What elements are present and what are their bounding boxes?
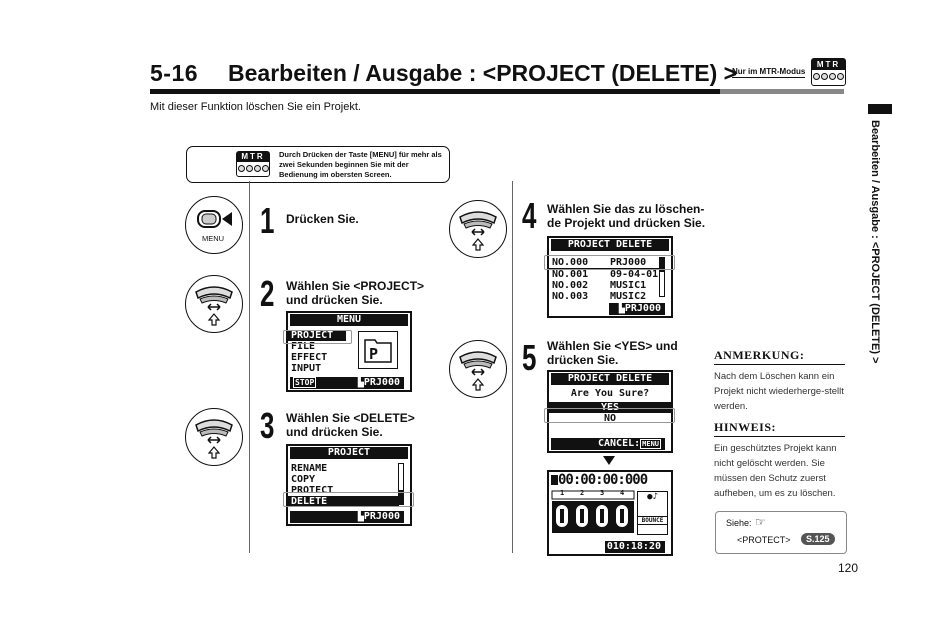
cursor-dial-icon (185, 275, 243, 333)
step-number: 3 (260, 405, 275, 446)
lcd-menu-item: INPUT (291, 363, 322, 374)
lcd-menu-item: PROTECT (291, 485, 334, 496)
lcd-footer: CANCEL: MENU (551, 438, 665, 450)
down-arrow-icon (603, 456, 615, 465)
mode-note: Nur im MTR-Modus (732, 67, 806, 76)
heading-rule (714, 436, 845, 437)
heading-rule (714, 364, 845, 365)
step-number: 2 (260, 273, 275, 314)
lcd-menu-item: EFFECT (291, 352, 328, 363)
project-row: NO.000 PRJ000 (549, 257, 660, 269)
step-instruction: Wählen Sie <DELETE> und drücken Sie. (286, 411, 415, 439)
selection-highlight (544, 408, 675, 423)
page-number: 120 (838, 561, 859, 575)
column-divider (249, 181, 250, 553)
menu-note-text: Durch Drücken der Taste [MENU] für mehr als zwei Sekunden beginnen Sie mit der Bedienung im obersten Screen. (279, 150, 442, 179)
lcd-footer: STOP ▙PRJ000 (290, 377, 404, 389)
svg-text:P: P (369, 345, 379, 363)
track-meters (552, 491, 634, 533)
confirm-question: Are You Sure? (570, 388, 650, 399)
anmerkung-text: Nach dem Löschen kann ein Projekt nicht wiederherge-stellt werden. (714, 371, 844, 412)
side-tab-title: Bearbeiten / Ausgabe : <PROJECT (DELETE) > (869, 120, 881, 364)
step-number: 1 (260, 200, 275, 241)
lcd-menu-item: FILE (291, 341, 316, 352)
option-yes: YES (549, 402, 671, 413)
lcd-project-list-screen (547, 236, 673, 318)
chapter-number: 5-16 (150, 60, 199, 86)
header-rule-accent (720, 89, 844, 94)
step-instruction: Wählen Sie <YES> und drücken Sie. (547, 339, 678, 367)
hinweis-heading: HINWEIS: (714, 420, 777, 434)
track-number: 4 (620, 489, 625, 497)
lcd-title: PROJECT DELETE (551, 373, 669, 385)
step-instruction: Drücken Sie. (286, 212, 359, 226)
bounce-indicator: ●♪ BOUNCE (637, 491, 668, 535)
step-number: 5 (522, 337, 537, 378)
project-row: NO.003 MUSIC2 (552, 291, 647, 302)
mtr-logo: MTR (236, 151, 270, 177)
step-instruction: Wählen Sie das zu löschen- de Projekt und drücken Sie. (547, 202, 706, 230)
lcd-footer: ▙PRJ000 (609, 303, 665, 315)
side-tab-marker (868, 104, 892, 114)
mtr-logo: MTR (811, 58, 846, 86)
lcd-footer: ▙PRJ000 (290, 511, 404, 523)
pointing-hand-icon: ☞ (755, 515, 766, 529)
option-no: NO (603, 413, 617, 424)
lcd-title: MENU (290, 314, 408, 326)
lcd-menu-item: COPY (291, 474, 316, 485)
lcd-menu-item: DELETE (288, 496, 399, 507)
reference-link[interactable]: <PROTECT> (737, 535, 791, 545)
lcd-recorder-screen (547, 470, 673, 556)
chapter-title: Bearbeiten / Ausgabe : <PROJECT (DELETE) > (228, 60, 738, 86)
time-counter: 00:00:00:000 (558, 472, 648, 488)
hinweis-text: Ein geschütztes Projekt kann nicht gelöscht werden. Sie müssen den Schutz zuerst aufheben, um es zu löschen. (714, 443, 837, 499)
cursor-dial-icon (185, 408, 243, 466)
selection-highlight (283, 330, 352, 344)
cursor-dial-icon (449, 340, 507, 398)
menu-button-label: MENU (201, 234, 225, 243)
lcd-title: PROJECT (290, 447, 408, 459)
selection-highlight (544, 255, 675, 270)
lcd-title: PROJECT DELETE (551, 239, 669, 251)
selection-highlight (283, 492, 414, 507)
cursor-dial-icon (449, 200, 507, 258)
track-number: 1 (560, 489, 565, 497)
lcd-menu-item: RENAME (291, 463, 328, 474)
project-folder-icon (358, 331, 398, 369)
project-row: NO.001 09-04-01 (552, 269, 659, 280)
reference-label: Siehe: (726, 518, 752, 528)
track-number: 3 (600, 489, 605, 497)
anmerkung-heading: ANMERKUNG: (714, 348, 805, 362)
lcd-project-screen (286, 444, 412, 526)
column-divider (512, 181, 513, 553)
page-subtitle: Mit dieser Funktion löschen Sie ein Projekt. (150, 101, 361, 113)
lcd-menu-screen (286, 311, 412, 392)
track-number: 2 (580, 489, 585, 497)
reference-page-badge[interactable]: S.125 (801, 533, 835, 545)
project-row: NO.002 MUSIC1 (552, 280, 647, 291)
lcd-menu-item: PROJECT (288, 330, 346, 341)
record-indicator (551, 475, 558, 485)
menu-button-icon (185, 196, 243, 254)
step-number: 4 (522, 195, 537, 236)
lcd-footer: 010:18:20 (605, 541, 665, 553)
step-instruction: Wählen Sie <PROJECT> und drücken Sie. (286, 279, 425, 307)
